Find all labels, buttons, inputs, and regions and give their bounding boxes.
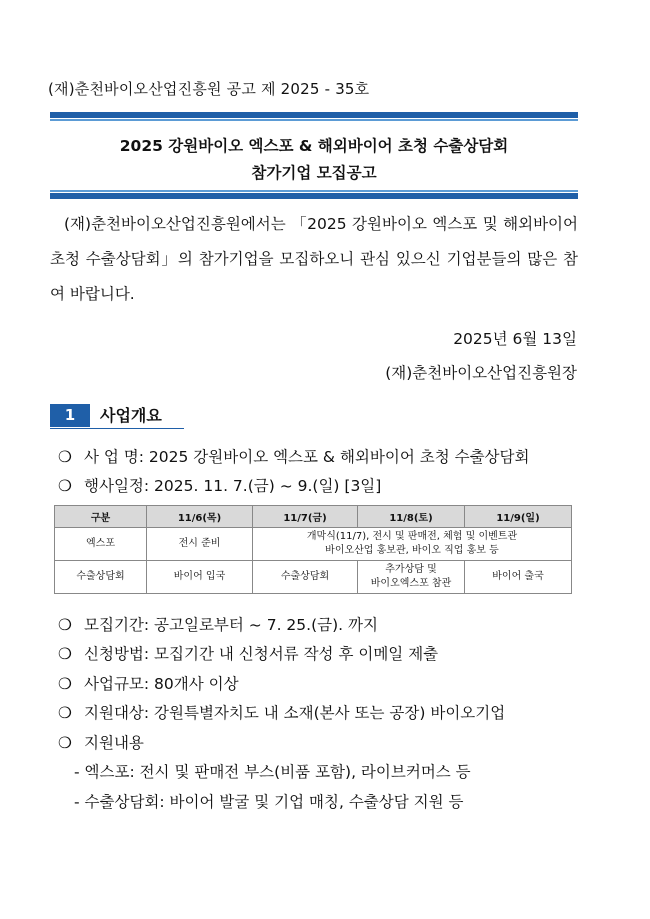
bullet-text: 행사일정: 2025. 11. 7.(금) ~ 9.(일) [3일] — [84, 477, 382, 495]
cell-line: 바이오엑스포 참관 — [370, 578, 452, 589]
section-title: 사업개요 — [100, 406, 162, 425]
support-item-export-meeting: - 수출상담회: 바이어 발굴 및 기업 매칭, 수출상담 지원 등 — [74, 793, 464, 811]
cell-line: 추가상담 및 — [385, 564, 437, 575]
bullet-target — [58, 701, 505, 723]
schedule-table — [54, 505, 572, 594]
bullet-support — [58, 731, 144, 753]
table-cell: 전시 준비 — [147, 528, 253, 561]
circle-bullet-icon: ❍ — [58, 477, 72, 495]
bullet-project-name — [58, 445, 529, 467]
bullet-event-schedule — [58, 474, 381, 496]
table-cell: 바이어 입국 — [147, 561, 253, 594]
table-cell-label: 엑스포 — [55, 528, 147, 561]
table-header-cell: 구분 — [55, 506, 147, 528]
table-header-cell: 11/6(목) — [147, 506, 253, 528]
issuer-name: (재)춘천바이오산업진흥원장 — [385, 364, 577, 382]
table-header-cell: 11/8(토) — [358, 506, 465, 528]
notice-number: (재)춘천바이오산업진흥원 공고 제 2025 - 35호 — [48, 80, 370, 98]
section-underline — [50, 428, 184, 429]
circle-bullet-icon: ❍ — [58, 734, 72, 752]
bullet-text: 지원내용 — [84, 734, 144, 752]
circle-bullet-icon: ❍ — [58, 616, 72, 634]
title-bottom-bar-thin — [50, 190, 578, 192]
title-line-1: 2025 강원바이오 엑스포 & 해외바이어 초청 수출상담회 — [119, 137, 509, 155]
bullet-text: 사 업 명: 2025 강원바이오 엑스포 & 해외바이어 초청 수출상담회 — [84, 448, 530, 466]
support-item-expo: - 엑스포: 전시 및 판매전 부스(비품 포함), 라이브커머스 등 — [74, 763, 471, 781]
table-row-export-meeting — [55, 561, 572, 594]
bullet-text: 사업규모: 80개사 이상 — [84, 675, 239, 693]
table-cell — [358, 561, 465, 594]
bullet-text: 지원대상: 강원특별자치도 내 소재(본사 또는 공장) 바이오기업 — [84, 704, 506, 722]
table-cell: 수출상담회 — [253, 561, 358, 594]
title-top-bar-thin — [50, 119, 578, 121]
bullet-apply-method — [58, 642, 438, 664]
intro-paragraph — [50, 207, 578, 312]
title-top-bar — [50, 112, 578, 118]
title-bottom-bar — [50, 193, 578, 199]
table-cell-merged — [253, 528, 572, 561]
intro-text: (재)춘천바이오산업진흥원에서는 「2025 강원바이오 엑스포 및 해외바이어 초청 수출상담회」의 참가기업을 모집하오니 관심 있으신 기업분들의 많은 참여 바랍니다. — [50, 215, 578, 303]
table-cell: 바이어 출국 — [465, 561, 572, 594]
bullet-scale — [58, 672, 239, 694]
cell-line: 바이오산업 홍보관, 바이오 직업 홍보 등 — [325, 545, 499, 556]
section-number-badge: 1 — [50, 404, 90, 427]
bullet-text: 모집기간: 공고일로부터 ~ 7. 25.(금). 까지 — [84, 616, 378, 634]
table-cell-label: 수출상담회 — [55, 561, 147, 594]
bullet-text: 신청방법: 모집기간 내 신청서류 작성 후 이메일 제출 — [84, 645, 439, 663]
table-row-expo — [55, 528, 572, 561]
table-header-cell: 11/7(금) — [253, 506, 358, 528]
notice-date: 2025년 6월 13일 — [453, 330, 577, 348]
bullet-recruit-period — [58, 613, 378, 635]
table-header-cell: 11/9(일) — [465, 506, 572, 528]
circle-bullet-icon: ❍ — [58, 704, 72, 722]
circle-bullet-icon: ❍ — [58, 675, 72, 693]
table-header-row — [55, 506, 572, 528]
cell-line: 개막식(11/7), 전시 및 판매전, 체험 및 이벤트관 — [306, 531, 518, 542]
title-line-2: 참가기업 모집공고 — [251, 164, 377, 182]
circle-bullet-icon: ❍ — [58, 448, 72, 466]
circle-bullet-icon: ❍ — [58, 645, 72, 663]
